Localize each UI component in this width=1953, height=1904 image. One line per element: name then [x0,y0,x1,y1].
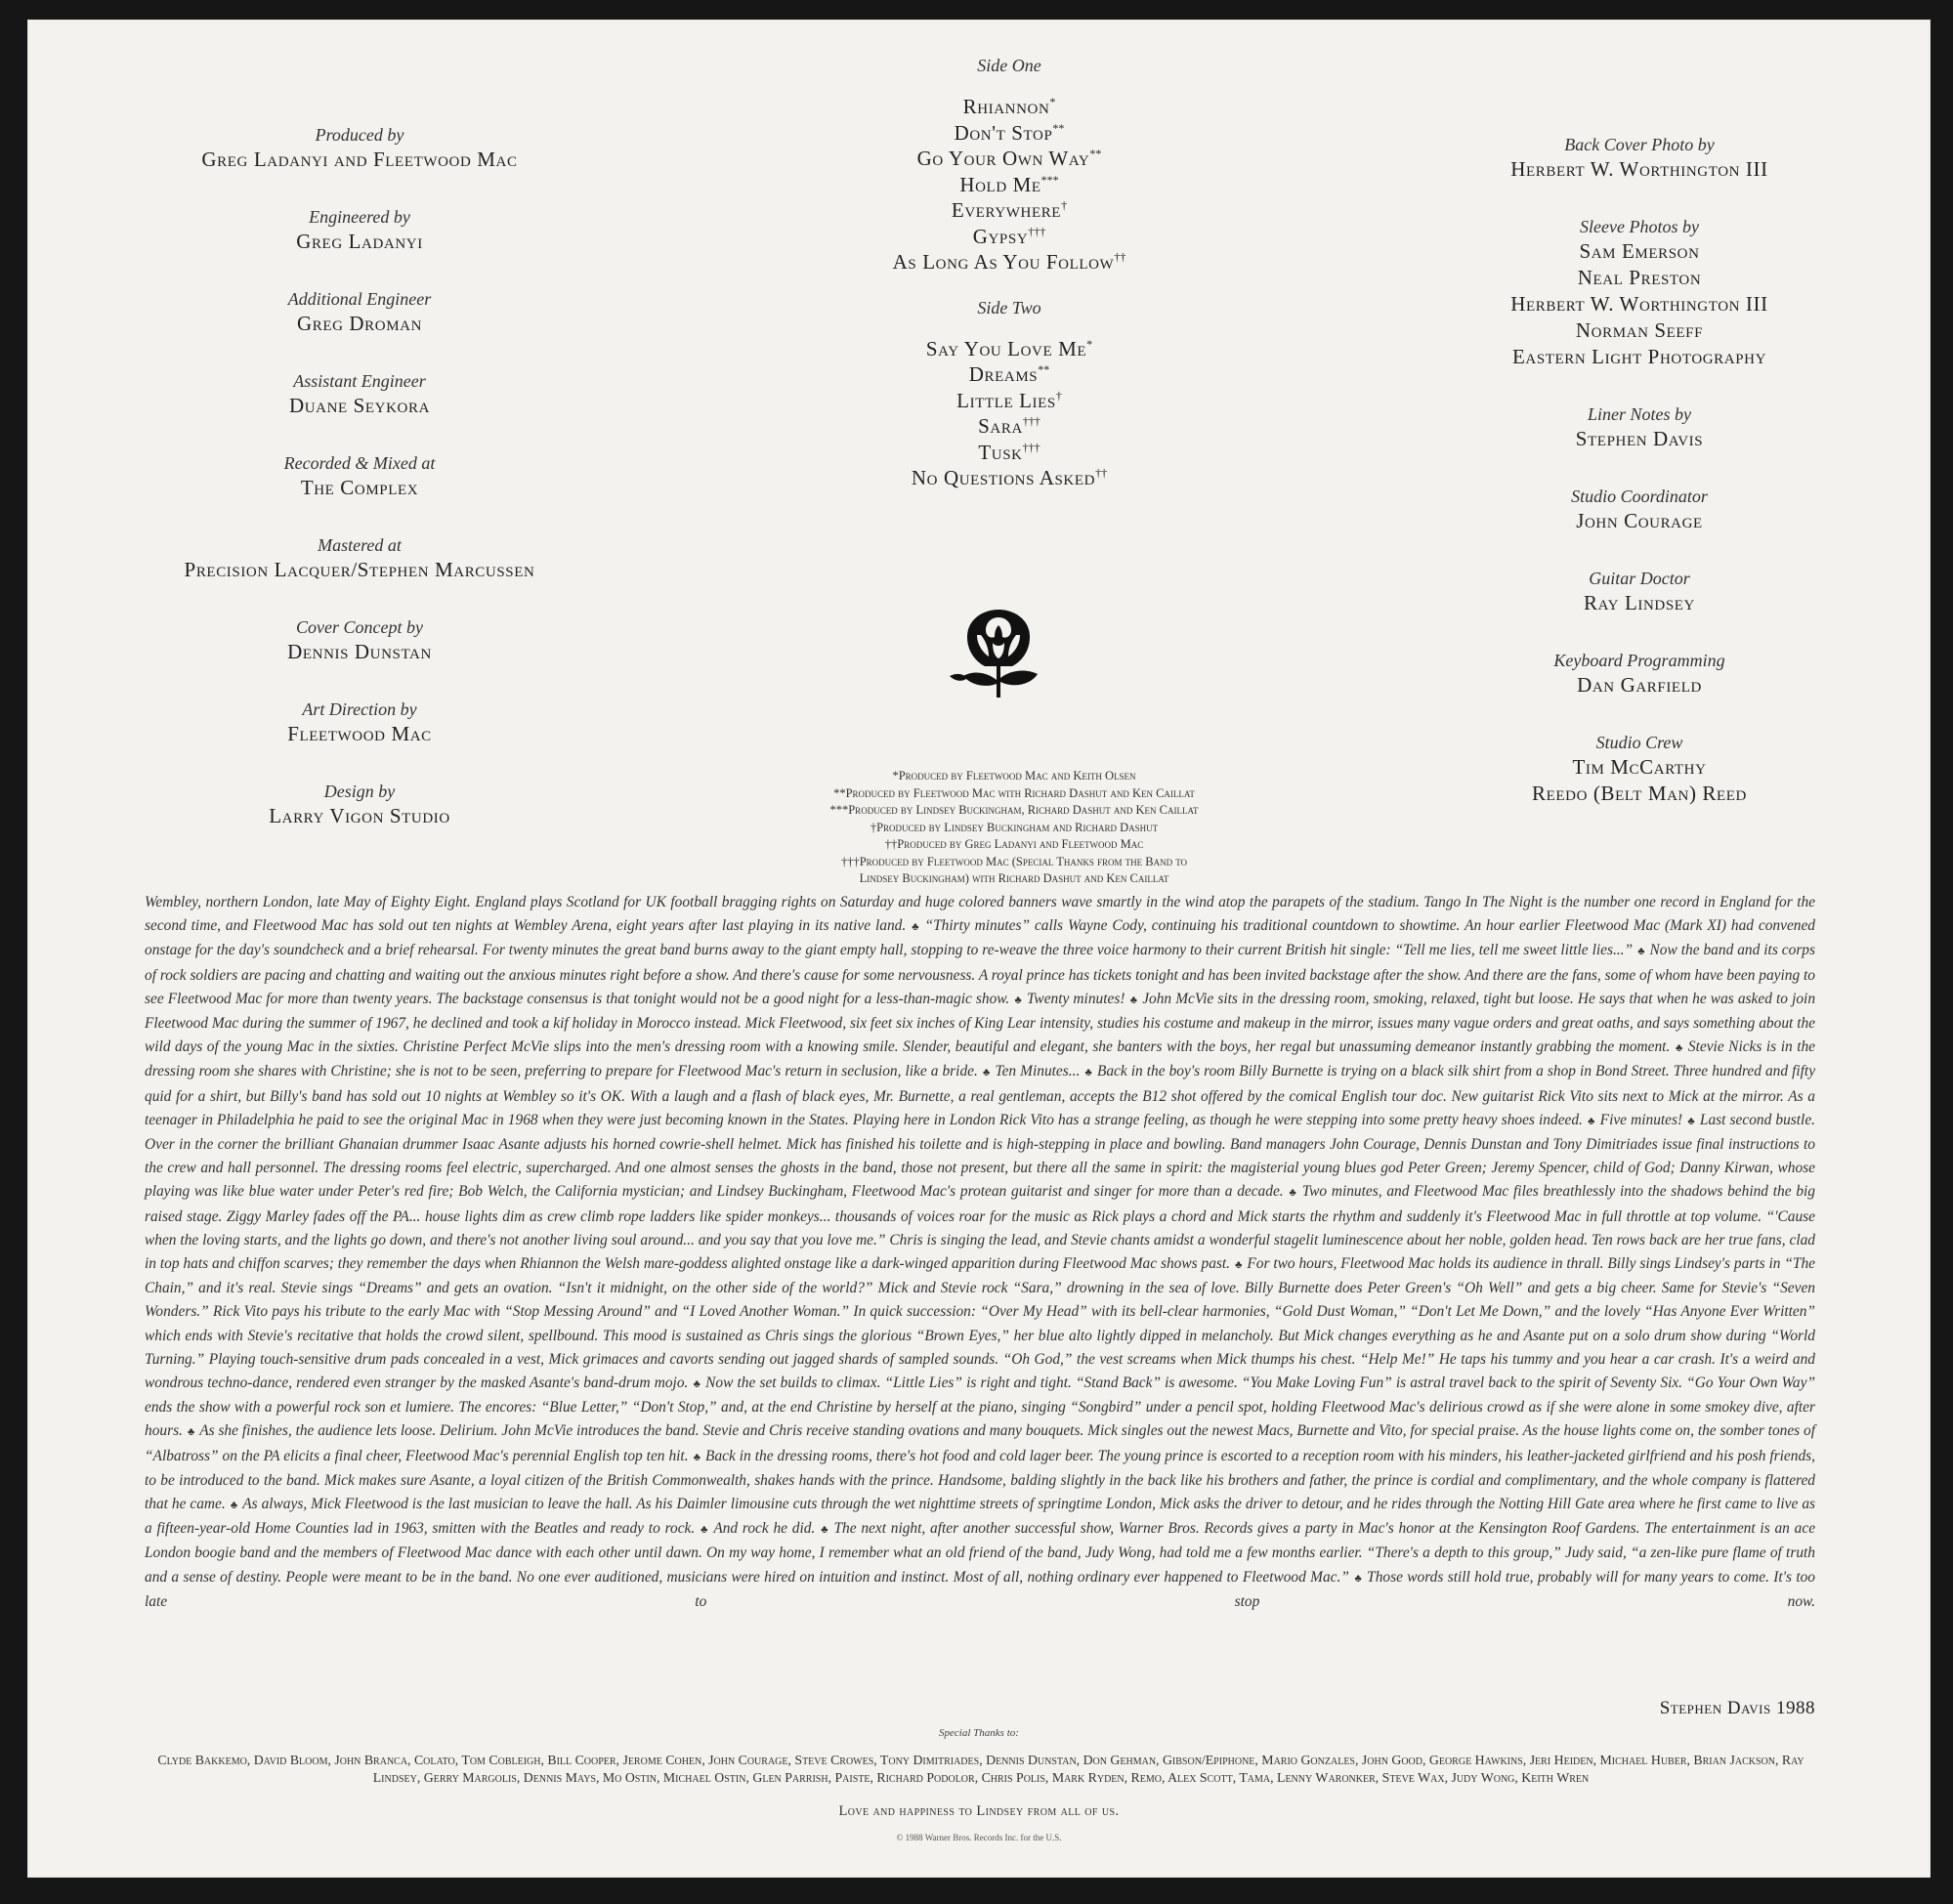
producer-mark: *** [1040,172,1059,187]
liner-notes-segment: For two hours, Fleetwood Mac holds its audience in thrall. Billy sings Lindsey's parts in “The Chain,” and it's real. Stevie sings “Dreams” and gets an ovation. “Isn't it midnight, on the other side of the world?” Mick and Stevie rock “Sara,” drowning in the sea of love. Billy Burnette does Peter Green's “Oh Well” and gets a big cheer. Same for Stevie's “Seven Wonders.” Rick Vito pays his tribute to the early Mac with “Stop Messing Around” and “I Loved Another Woman.” In quick succession: “Over My Head” with its bell-clear harmonies, “Gold Dust Woman,” “Don't Let Me Down,” and the lovely “Has Anyone Ever Written” which ends with Stevie's recitative that holds the crowd silent, spellbound. This mood is sustained as Chris sings the glorious “Brown Eyes,” her blue alto lightly dipped in melancholy. But Mick changes everything as he and Asante put on a solo drum show during “World Turning.” Playing touch-sensitive drum pads concealed in a vest, Mick grimaces and cavorts sending out jagged shards of sampled sounds. “Oh God,” the vest screams when Mick thumps his chest. “Help Me!” He taps his tummy and you hear a car crash. It's a weird and wondrous techno-dance, rendered even stranger by the masked Asante's band-drum mojo. [145,1255,1815,1392]
credit-name: Reedo (Belt Man) Reed [1532,782,1747,805]
special-thanks-label: Special Thanks to: [939,1727,1019,1739]
track-title: Dreams [968,362,1039,386]
producer-mark: ** [1038,362,1050,376]
flower-ornament-icon: ♣ [1084,1067,1092,1079]
credit-name: Dan Garfield [1577,673,1702,697]
liner-notes-segment: Back in the boy's room Billy Burnette is trying on a black silk shirt from a shop in Bond Street. Three hundred and fifty quid for a shirt, but Billy's band has sold out 10 nights at Wembley so it's OK. With a laugh and a flash of black eyes, Mr. Burnette, a real gentleman, accepts the B12 shot offered by the comical English tour doc. New guitarist Rick Vito sits next to Mick at the mirror. As a teenager in Philadelphia he paid to see the original Mac in 1968 when they were just becoming known in the States. Playing here in London Rick Vito has a strange feeling, as though he were stepping into some pretty heavy shoes indeed. [145,1063,1816,1128]
credit-art-direction [106,698,614,747]
credit-name: Herbert W. Worthington III [1510,292,1768,316]
track-title: Little Lies [956,388,1056,412]
credit-name: Ray Lindsey [1584,591,1695,614]
credit-role: Liner Notes by [1588,404,1691,424]
production-credits [106,123,614,862]
liner-notes-segment: “Thirty minutes” calls Wayne Cody, continuing his traditional countdown to showtime. An hour earlier Fleetwood Mac (Mark XI) had convened onstage for the day's soundcheck and a brief rehearsal. For twenty minutes the great band burns away to the giant empty hall, stopping to re-weave the three voice harmony to their current British hit single: “Tell me lies, tell me sweet little lies...” [145,917,1815,959]
credit-block [1434,133,1845,183]
flower-ornament-icon: ♣ [1675,1042,1683,1055]
flower-ornament-icon: ♣ [700,1524,709,1537]
credit-name: Greg Droman [296,312,423,335]
track-title: As Long As You Follow [892,250,1115,274]
liner-notes-segment: Those words still hold true, probably will for many years to come. It's too late to stop now. [145,1568,1816,1610]
track-title: Go Your Own Way [916,147,1090,170]
credit-role: Keyboard Programming [1553,651,1725,670]
footnote: †††Produced by Fleetwood Mac (Special Thanks from the Band to [840,854,1188,868]
producer-mark: ** [1089,147,1102,160]
credit-name: Precision Lacquer/Stephen Marcussen [184,558,535,581]
credit-name: Sam Emerson [1579,239,1700,263]
track-item [760,361,1258,388]
credit-role: Assistant Engineer [293,371,426,391]
producer-mark: ** [1052,120,1065,135]
track-item [760,146,1258,172]
track-title: No Questions Asked [911,466,1096,489]
credit-name: Greg Ladanyi and Fleetwood Mac [201,148,518,171]
track-title: Say You Love Me [925,336,1087,360]
liner-notes-segment: As always, Mick Fleetwood is the last musician to leave the hall. As his Daimler limousine cuts through the wet nighttime streets of springtime London, Mick asks the driver to detour, and he rides through the Notting Hill Gate area where he first came to live as a fifteen-year-old Home Counties lad in 1963, smitten with the Beatles and ready to rock. [145,1496,1816,1538]
flower-ornament-icon: ♣ [1687,1115,1695,1127]
flower-ornament-icon: ♣ [1637,946,1645,958]
footnote: ***Produced by Lindsey Buckingham, Richard Dashut and Ken Caillat [829,803,1199,817]
credit-name: Neal Preston [1577,266,1702,289]
credit-role: Produced by [315,125,404,145]
track-item [760,465,1258,491]
tracklist-section [760,53,1258,511]
credit-role: Mastered at [318,535,402,555]
flower-ornament-icon: ♣ [1587,1115,1595,1127]
credit-block [1434,567,1845,616]
credit-role: Cover Concept by [296,617,423,637]
track-title: Hold Me [959,172,1041,196]
liner-notes-segment: As she finishes, the audience lets loose. Delirium. John McVie introduces the band. Stevie and Chris receive standing ovations and many bouquets. Mick singles out the newest Macs, Burnette and Vito, for special praise. As the house lights come on, the somber tones of “Albatross” on the PA elicits a final cheer, Fleetwood Mac's perennial English top ten hit. [145,1422,1816,1464]
photo-and-crew-credits [1434,133,1845,839]
rose-icon [944,602,1053,703]
footnote: ††Produced by Greg Ladanyi and Fleetwood Mac [884,837,1144,851]
credit-name: Stephen Davis [1575,427,1704,450]
flower-ornament-icon: ♣ [911,921,920,934]
track-title: Sara [978,414,1023,438]
flower-ornament-icon: ♣ [1014,994,1023,1006]
flower-ornament-icon: ♣ [230,1500,238,1512]
footnote: **Produced by Fleetwood Mac with Richard Dashut and Ken Caillat [833,785,1195,800]
credit-block [1434,485,1845,534]
side-two-label: Side Two [977,297,1041,317]
producer-mark: ††† [1022,414,1040,428]
producer-mark: * [1049,95,1056,108]
liner-notes-segment: Now the band and its corps of rock soldiers are pacing and chatting and waiting out the anxious minutes right before a show. And there's cause for some nervousness. A royal prince has tickets tonight and has been invited backstage after the show. And there are the fans, some of whom have been paying to see Fleetwood Mac for more than twenty years. The backstage consensus is that tonight would not be a good night for a less-than-magic show. [145,942,1816,1007]
track-item [760,413,1258,440]
credit-block [1434,402,1845,452]
credit-role: Recorded & Mixed at [283,453,436,473]
credit-role: Design by [323,782,396,801]
credit-additional-engineer [106,287,614,337]
liner-notes-segment: Wembley, northern London, late May of Eighty Eight. England plays Scotland for UK football bragging rights on Saturday and huge colored banners wave smartly in the wind atop the parapets of the stadium. Tango In The Night is the number one record in England for the second time, and Fleetwood Mac has sold out ten nights at Wembley Arena, eight years after last playing in its native land. [145,894,1815,935]
credit-role: Studio Coordinator [1571,487,1708,506]
track-item [760,440,1258,466]
flower-ornament-icon: ♣ [187,1426,195,1439]
track-title: Everywhere [951,198,1062,222]
liner-notes-segment: Now the set builds to climax. “Little Lies” is right and tight. “Stand Back” is awesome. “You Make Loving Fun” is astral travel back to the spirit of Seventy Six. “Go Your Own Way” ends the show with a powerful rock son et lumiere. The encores: “Blue Letter,” “Don't Stop,” and, at the end Christine by herself at the piano, singing “Songbird” under a pencil spot, holding Fleetwood Mac's delirious crowd as if she were alone in some smokey dive, after hours. [145,1375,1816,1440]
track-title: Gypsy [972,224,1029,248]
credit-name: Eastern Light Photography [1511,345,1767,368]
credit-name: Larry Vigon Studio [269,804,450,827]
producer-footnotes [770,768,1258,888]
flower-ornament-icon: ♣ [693,1378,701,1391]
credit-name: Tim McCarthy [1572,755,1707,779]
side-one-label: Side One [977,56,1041,75]
credit-assistant-engineer [106,369,614,419]
liner-notes-segment: And rock he did. [713,1520,816,1538]
producer-mark: * [1086,336,1093,351]
credit-block [1434,649,1845,698]
credit-block [1434,731,1845,807]
liner-notes-segment: Twenty minutes! [1027,990,1125,1007]
credit-name: Fleetwood Mac [287,722,432,745]
credit-role: Studio Crew [1595,733,1683,752]
credit-name: Dennis Dunstan [287,640,432,663]
producer-mark: ††† [1028,224,1046,238]
track-item [760,388,1258,414]
liner-notes-signature: Stephen Davis 1988 [1659,1698,1815,1718]
flower-ornament-icon: ♣ [820,1524,829,1537]
side-two-tracklist [760,336,1258,491]
side-one-tracklist [760,94,1258,275]
liner-notes-segment: Stevie Nicks is in the dressing room she shares with Christine; she is not to be seen, preferring to prepare for Fleetwood Mac's return in seclusion, like a bride. [145,1038,1816,1080]
credit-design [106,780,614,829]
track-item [760,336,1258,362]
credit-name: Greg Ladanyi [296,230,423,253]
liner-notes-segment: Ten Minutes... [995,1063,1081,1080]
producer-mark: † [1055,388,1062,402]
producer-mark: †† [1095,466,1108,480]
track-item [760,249,1258,275]
credit-role: Art Direction by [302,699,417,719]
flower-ornament-icon: ♣ [1353,1572,1363,1585]
credit-cover-concept [106,615,614,665]
credit-produced-by [106,123,614,173]
credit-block [1434,215,1845,370]
producer-mark: ††† [1022,440,1040,454]
footnote: *Produced by Fleetwood Mac and Keith Olsen [892,769,1136,783]
producer-mark: † [1061,198,1068,212]
credit-role: Back Cover Photo by [1564,135,1715,154]
flower-ornament-icon: ♣ [982,1067,991,1079]
credit-role: Sleeve Photos by [1580,217,1699,236]
credit-name: John Courage [1576,509,1703,532]
liner-notes-segment: Last second bustle. Over in the corner the brilliant Ghanaian drummer Isaac Asante adjusts his horned cowrie-shell helmet. Mick has finished his toilette and is high-stepping in place and bowling. Band managers John Courage, Dennis Dunstan and Tony Dimitriades issue final instructions to the crew and hall personnel. The dressing rooms feel electric, supercharged. And one almost senses the ghosts in the band, those not present, but there all the same in spirit: the magisterial young blues god Peter Green; Jeremy Spencer, child of God; Danny Kirwan, whose playing was like blue water under Peter's red fire; Bob Welch, the California mystician; and Lindsey Buckingham, Fleetwood Mac's protean guitarist and singer for more than a decade. [145,1111,1816,1201]
liner-notes [145,891,1815,1614]
credit-recorded-mixed-at [106,451,614,501]
track-item [760,120,1258,147]
track-item [760,197,1258,224]
credit-name: Duane Seykora [288,394,431,417]
credit-role: Guitar Doctor [1589,569,1690,588]
flower-ornament-icon: ♣ [693,1451,701,1463]
credit-name: The Complex [300,476,419,499]
track-item [760,94,1258,120]
flower-ornament-icon: ♣ [1129,994,1138,1006]
credit-name: Herbert W. Worthington III [1510,157,1768,181]
track-title: Tusk [978,440,1023,464]
footnote: †Produced by Lindsey Buckingham and Richard Dashut [870,820,1159,834]
track-item [760,172,1258,198]
credit-engineered-by [106,205,614,255]
track-title: Rhiannon [962,95,1050,118]
liner-notes-segment: Five minutes! [1599,1111,1683,1128]
flower-ornament-icon: ♣ [1235,1259,1243,1272]
credit-role: Additional Engineer [287,289,432,309]
producer-mark: †† [1114,250,1126,264]
liner-notes-segment: John McVie sits in the dressing room, smoking, relaxed, tight but loose. He says that when he was asked to join Fleetwood Mac during the summer of 1967, he declined and took a kif holiday in Morocco instead. Mick Fleetwood, six feet six inches of King Lear intensity, studies his costume and makeup in the mirror, issues many vague orders and great oaths, and says something about the wild days of the young Mac in the sixties. Christine Perfect McVie slips into the men's dressing room with a knowing smile. Slender, beautiful and elegant, she banters with the boys, her regal but unassuming demeanor instantly grabbing the moment. [145,990,1816,1056]
liner-sleeve [27,20,1931,1878]
liner-notes-segment: The next night, after another successful show, Warner Bros. Records gives a party in Mac's honor at the Kensington Roof Gardens. The entertainment is an ace London boogie band and the members of Fleetwood Mac dance with each other until dawn. On my way home, I remember what an old friend of the band, Judy Wong, had told me a few months earlier. “There's a depth to this group,” Judy said, “a zen-like pure flame of truth and a sense of destiny. People were meant to be in the band. No one ever auditioned, musicians were hired on intuition and instinct. Most of all, nothing ordinary ever happened to Fleetwood Mac.” [145,1520,1816,1586]
credit-role: Engineered by [309,207,410,227]
liner-notes-segment: Two minutes, and Fleetwood Mac files breathlessly into the shadows behind the big raised stage. Ziggy Marley fades off the PA... house lights dim as crew climb rope ladders like spider monkeys... thousands of voices roar for the music as Rick plays a chord and Mick starts the rhythm and suddenly it's Fleetwood Mac in full throttle at top volume. “'Cause when the loving starts, and the lights go down, and there's not another living soul around... and you say that you love me.” Chris is singing the lead, and Stevie chants amidst a wonderful stagelit luminescence about her noble, golden head. Ten rows back are her true fans, clad in top hats and chiffon scarves; they remember the days when Rhiannon the Welsh mare-goddess alighted onstage like a dark-winged apparition during Fleetwood Mac shows past. [145,1183,1815,1273]
credit-name: Norman Seeff [1575,318,1704,342]
dedication-line: Love and happiness to Lindsey from all of us. [838,1803,1120,1819]
liner-notes-segment: Back in the dressing rooms, there's hot food and cold lager beer. The young prince is escorted to a reception room with his minders, his leather-jacketed girlfriend and his posh friends, to be introduced to the band. Mick makes sure Asante, a loyal citizen of the British Commonwealth, shakes hands with the prince. Handsome, balding slightly in the back like his brothers and father, the prince is cordial and complimentary, and the whole company is flattered that he came. [145,1447,1815,1513]
special-thanks-names: Clyde Bakkemo, David Bloom, John Branca, Colato, Tom Cobleigh, Bill Cooper, Jerome Cohen, John Courage, Steve Crowes, Tony Dimitriades, Dennis Dunstan, Don Gehman, Gibson/Epiphone, Mario Gonzales, John Good, George Hawkins, Jeri Heiden, Michael Huber, Brian Jackson, Ray Lindsey, Gerry Margolis, Dennis Mays, Mo Ostin, Michael Ostin, Glen Parrish, Paiste, Richard Podolor, Chris Polis, Mark Ryden, Remo, Alex Scott, Tama, Lenny Waronker, Steve Wax, Judy Wong, Keith Wren [157,1753,1804,1785]
track-item [760,224,1258,250]
copyright-notice: © 1988 Warner Bros. Records Inc. for the U.S. [896,1833,1062,1842]
flower-ornament-icon: ♣ [1288,1187,1297,1200]
track-title: Don't Stop [954,120,1053,145]
credit-mastered-at [106,533,614,583]
footnote: Lindsey Buckingham) with Richard Dashut and Ken Caillat [859,871,1169,885]
